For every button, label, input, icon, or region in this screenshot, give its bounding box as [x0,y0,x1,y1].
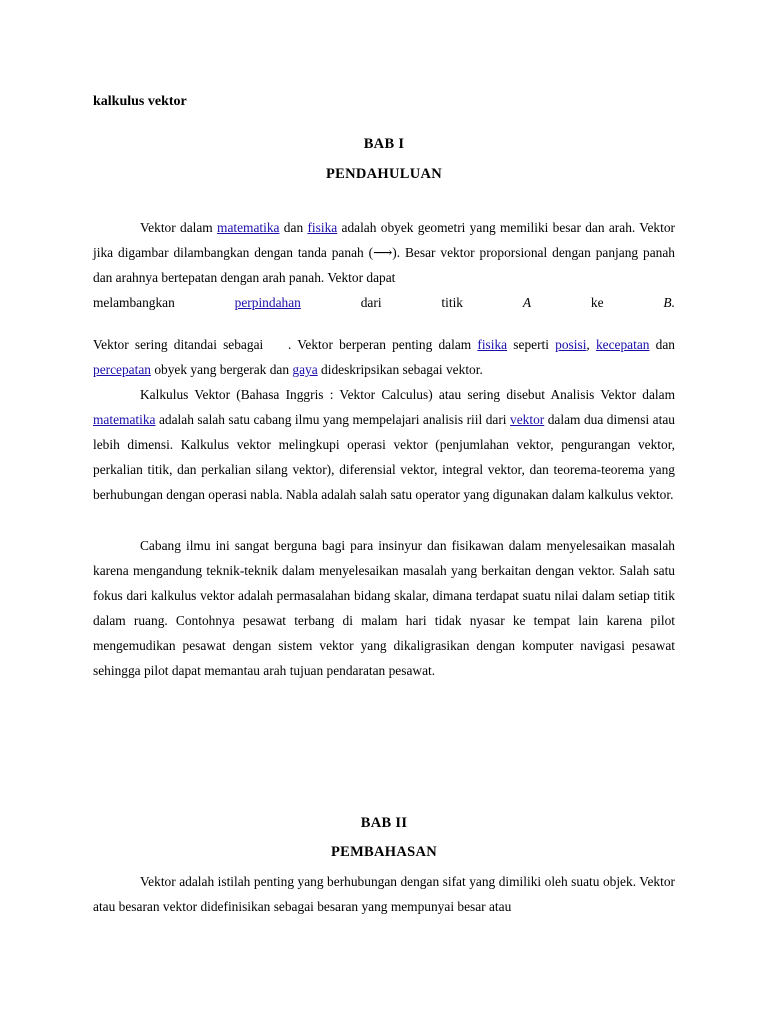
word: dari [360,295,382,310]
text: seperti [507,337,556,352]
link-posisi[interactable]: posisi [555,337,587,352]
text: dan [649,337,675,352]
text: , [586,337,596,352]
link-perpindahan[interactable]: perpindahan [234,295,301,310]
text: adalah salah satu cabang ilmu yang mempelajari analisis riil dari [155,412,511,427]
word: titik [441,295,463,310]
link-gaya[interactable]: gaya [292,362,318,377]
link-percepatan[interactable]: percepatan [93,362,151,377]
bab2-paragraph-1: Vektor adalah istilah penting yang berhubungan dengan sifat yang dimiliki oleh suatu objek. Vektor atau besaran vektor didefinisikan sebagai besaran yang mempunyai besar atau [93,874,675,914]
link-fisika[interactable]: fisika [307,220,338,235]
point-a: A [522,295,532,310]
document-title: kalkulus vektor [93,94,187,109]
text: Kalkulus Vektor (Bahasa Inggris : Vektor Calculus) atau sering disebut Analisis Vektor dalam [140,387,675,402]
text: dan [279,220,308,235]
text: obyek yang bergerak dan [150,362,293,377]
text: dalam dua dimensi atau lebih dimensi. Kalkulus vektor melingkupi operasi vektor (penjumlahan vektor, pengurangan vektor, perkalian titik, dan perkalian silang vektor), diferensial vektor, integral vektor, dan teorema-teorema yang berhubungan dengan operasi nabla. Nabla adalah salah satu operator yang digunakan dalam kalkulus vektor. [93,412,675,502]
chapter-2-title: PEMBAHASAN [330,844,438,860]
word: melambangkan [93,295,175,310]
bab1-paragraph-2 [93,332,675,382]
link-matematika[interactable]: matematika [217,220,280,235]
chapter-2-number: BAB II [360,815,408,831]
bab1-paragraph-4: Cabang ilmu ini sangat berguna bagi para insinyur dan fisikawan dalam menyelesaikan masalah karena mengandung teknik-teknik dalam menyelesaikan masalah yang berkaitan dengan vektor. Salah satu fokus dari kalkulus vektor adalah permasalahan bidang skalar, dimana terdapat suatu nilai dalam setiap titik dalam ruang. Contohnya pesawat terbang di malam hari tidak nyasar ke tempat lain karena pilot mengemudikan pesawat dengan sistem vektor yang dikaligrasikan dengan komputer navigasi pesawat sehingga pilot dapat memantau arah tujuan pendaratan pesawat. [93,538,675,678]
link-vektor[interactable]: vektor [510,412,545,427]
text: Vektor sering ditandai sebagai . Vektor berperan penting dalam [93,337,478,352]
link-fisika-2[interactable]: fisika [477,337,508,352]
bab1-paragraph-1 [93,215,675,315]
chapter-1-number: BAB I [363,136,405,152]
text: dideskripsikan sebagai vektor. [317,362,483,377]
word: ke [590,295,604,310]
point-b: B. [663,295,675,310]
link-kecepatan[interactable]: kecepatan [595,337,650,352]
link-matematika-2[interactable]: matematika [93,412,156,427]
justified-line [93,290,675,315]
text: adalah obyek geometri yang memiliki besar dan arah. Vektor jika digambar dilambangkan dengan tanda panah (⟶). Besar vektor proporsional dengan panjang panah dan arahnya bertepatan dengan arah panah. Vektor dapat [93,220,676,285]
chapter-1-title: PENDAHULUAN [325,166,443,182]
text: Vektor dalam [140,220,218,235]
bab1-paragraph-3 [93,382,675,507]
